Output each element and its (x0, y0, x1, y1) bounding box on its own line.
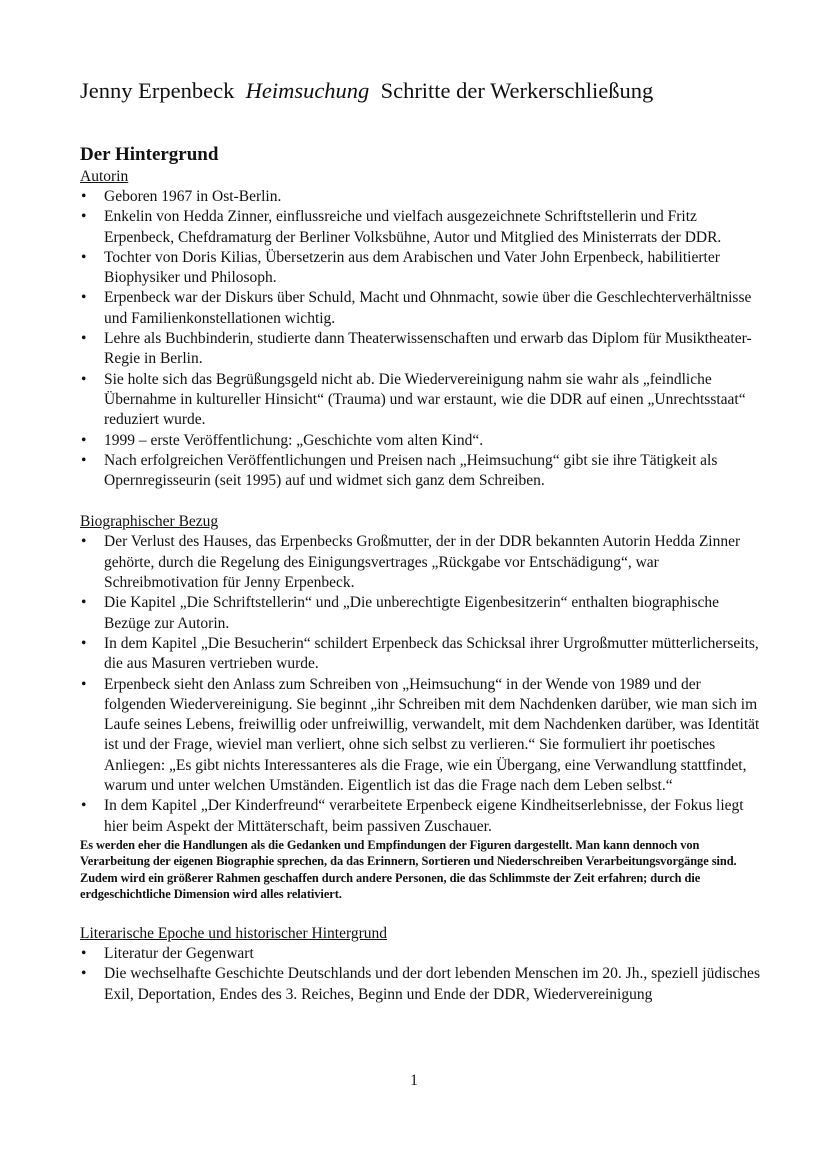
list-item: • 1999 – erste Veröffentlichung: „Geschichte vom alten Kind“. (80, 431, 760, 451)
section-heading: Der Hintergrund (80, 144, 219, 165)
list-item: • Die wechselhafte Geschichte Deutschlands und der dort lebenden Menschen im 20. Jh., speziell jüdisches Exil, Deportation, Endes des 3. Reiches, Beginn und Ende der DDR, Wiedervereinigung (81, 965, 760, 1003)
epoche-list (80, 944, 760, 1005)
list-item: • Enkelin von Hedda Zinner, einflussreiche und vielfach ausgezeichnete Schriftstellerin und Fritz Erpenbeck, Chefdramaturg der Berliner Volksbühne, Autor und Mitglied des Ministerrats der DDR. (81, 208, 722, 246)
list-item: • Erpenbeck sieht den Anlass zum Schreiben von „Heimsuchung“ in der Wende von 1989 und der folgenden Wiedervereinigung. Sie beginnt „ihr Schreiben mit dem Nachdenken darüber, wie man sich im Laufe seines Lebens, freiwillig oder unfreiwillig, verwandelt, mit dem Nachdenken darüber, was Identität ist und der Frage, wieviel man verliert, ohne sich selbst zu verlieren.“ Sie formuliert ihr poetisches Anliegen: „Es gibt nichts Interessanteres als die Frage, wie ein Übergang, eine Verwandlung stattfindet, warum und unter welchen Umständen. Eigentlich ist das die Frage nach dem Leben selbst.“ (81, 675, 760, 795)
list-item: • Literatur der Gegenwart (80, 944, 760, 964)
bullet-icon: • (81, 330, 87, 348)
list-item: • Sie holte sich das Begrüßungsgeld nicht ab. Die Wiedervereinigung nahm sie wahr als „feindliche Übernahme in kultureller Hinsicht“ (Trauma) und war erstaunt, wie die DDR auf einen „Unrechtsstaat“ reduziert wurde. (81, 370, 746, 429)
list-item: • Lehre als Buchbinderin, studierte dann Theaterwissenschaften und erwarb das Diplom für Musiktheater-Regie in Berlin. (81, 330, 752, 368)
title-author: Jenny Erpenbeck (80, 78, 235, 103)
list-item: • Erpenbeck war der Diskurs über Schuld, Macht und Ohnmacht, sowie über die Geschlechterverhältnisse und Familienkonstellationen wichtig. (81, 289, 752, 327)
biographie-list (80, 532, 760, 836)
spacer (80, 903, 760, 924)
list-item: • In dem Kapitel „Der Kinderfreund“ verarbeitete Erpenbeck eigene Kindheitserlebnisse, der Fokus liegt hier beim Aspekt der Mittäterschaft, beim passiven Zuschauer. (81, 797, 744, 835)
list-item: • Tochter von Doris Kilias, Übersetzerin aus dem Arabischen und Vater John Erpenbeck, habilitierter Biophysiker und Philosoph. (81, 248, 720, 287)
bullet-icon: • (81, 634, 87, 652)
bullet-icon: • (81, 431, 87, 449)
document-body (80, 143, 760, 1005)
bullet-icon: • (81, 797, 87, 815)
bullet-icon: • (81, 965, 87, 983)
bullet-icon: • (81, 289, 87, 307)
bullet-icon: • (81, 248, 87, 266)
bullet-icon: • (81, 944, 87, 962)
bullet-icon: • (81, 451, 87, 469)
autorin-list (80, 187, 760, 491)
subheading-literarische-epoche: Literarische Epoche und historischer Hintergrund (80, 924, 388, 942)
list-item: • Die Kapitel „Die Schriftstellerin“ und „Die unberechtigte Eigenbesitzerin“ enthalten biographische Bezüge zur Autorin. (81, 594, 720, 632)
subheading-biographischer-bezug: Biographischer Bezug (80, 513, 219, 531)
bullet-icon: • (81, 533, 87, 551)
list-item: • In dem Kapitel „Die Besucherin“ schildert Erpenbeck das Schicksal ihrer Urgroßmutter mütterlicherseits, die aus Masuren vertrieben wurde. (81, 634, 759, 673)
bullet-icon: • (81, 370, 87, 388)
list-item: • Geboren 1967 in Ost-Berlin. (80, 187, 760, 207)
list-item: • Der Verlust des Hauses, das Erpenbecks Großmutter, der in der DDR bekannten Autorin Hedda Zinner gehörte, durch die Regelung des Einigungsvertrages „Rückgabe vor Entschädigung“, war Schreibmotivation für Jenny Erpenbeck. (81, 533, 741, 592)
spacer (80, 491, 760, 512)
bullet-icon: • (81, 188, 87, 205)
page-number: 1 (410, 1072, 418, 1089)
list-item: • Nach erfolgreichen Veröffentlichungen und Preisen nach „Heimsuchung“ gibt sie ihre Tätigkeit als Opernregisseurin (seit 1995) auf und widmet sich ganz dem Schreiben. (81, 451, 718, 490)
title-work: Heimsuchung (245, 78, 370, 103)
bold-note: Es werden eher die Handlungen als die Gedanken und Empfindungen der Figuren dargestellt. Man kann dennoch von Verarbeitung der eigenen Biographie sprechen, da das Erinnern, Sortieren und Niederschreiben Verarbeitungsvorgänge sind. Zudem wird ein größerer Rahmen geschaffen durch andere Personen, die das Schlimmste der Zeit erfahren; durch die erdgeschichtliche Dimension wird alles relativiert. (80, 837, 737, 902)
title-subtitle: Schritte der Werkerschließung (380, 78, 654, 103)
page-title (80, 76, 653, 106)
bullet-icon: • (81, 675, 87, 693)
bullet-icon: • (81, 208, 87, 226)
subheading-autorin: Autorin (80, 168, 129, 185)
bullet-icon: • (81, 594, 87, 612)
